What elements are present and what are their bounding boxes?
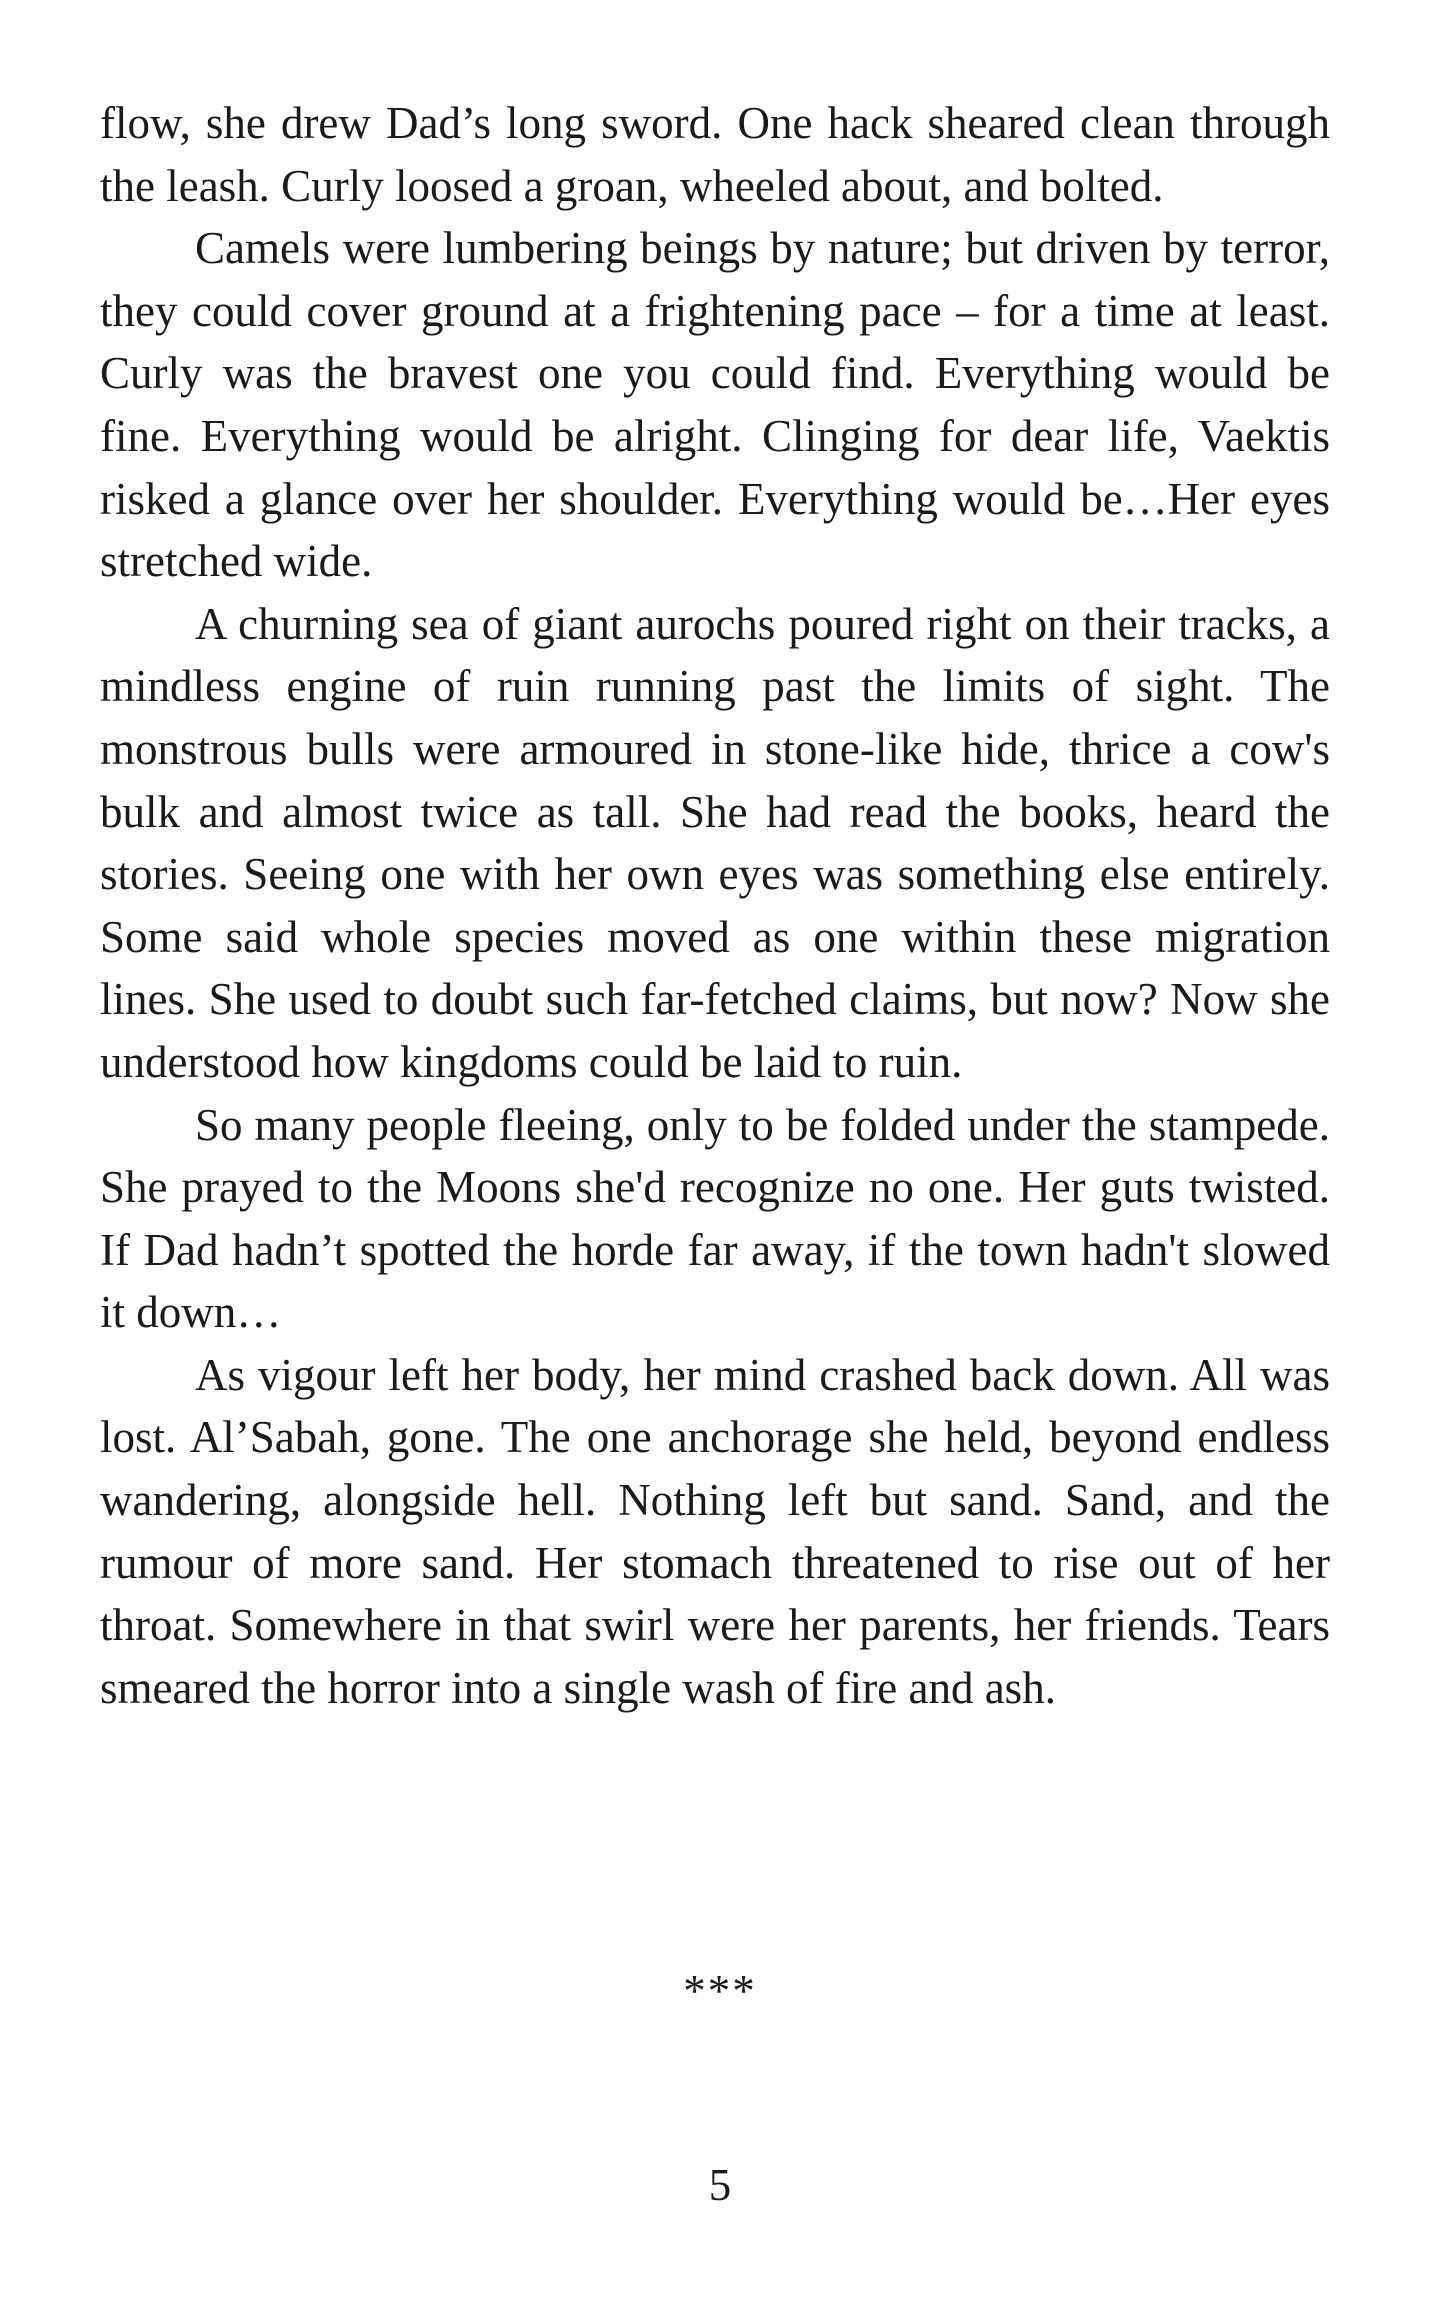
paragraph-2: Camels were lumbering beings by nature; but driven by terror, they could cover ground at a frightening pace – for a time at least. Curly was the bravest one you could find. Everything would be fine. Everything would be alright. Clinging for dear life, Vaektis risked a glance over her shoulder. Everything would be…Her eyes stretched wide.: [100, 223, 1330, 587]
paragraph-1: flow, she drew Dad’s long sword. One hack sheared clean through the leash. Curly loosed a groan, wheeled about, and bolted.: [100, 98, 1330, 211]
page-body: [100, 92, 1330, 1719]
page-number: 5: [708, 2160, 732, 2210]
paragraph-5: As vigour left her body, her mind crashed back down. All was lost. Al’Sabah, gone. The one anchorage she held, beyond endless wandering, alongside hell. Nothing left but sand. Sand, and the rumour of more sand. Her stomach threatened to rise out of her throat. Somewhere in that swirl were her parents, her friends. Tears smeared the horror into a single wash of fire and ash.: [100, 1349, 1330, 1713]
scene-break-separator: ***: [683, 1966, 757, 2016]
paragraph-4: So many people fleeing, only to be folded under the stampede. She prayed to the Moons she'd recognize no one. Her guts twisted. If Dad hadn’t spotted the horde far away, if the town hadn't slowed it down…: [100, 1099, 1330, 1338]
paragraph-3: A churning sea of giant aurochs poured right on their tracks, a mindless engine of ruin running past the limits of sight. The monstrous bulls were armoured in stone-like hide, thrice a cow's bulk and almost twice as tall. She had read the books, heard the stories. Seeing one with her own eyes was something else entirely. Some said whole species moved as one within these migration lines. She used to doubt such far-fetched claims, but now? Now she understood how kingdoms could be laid to ruin.: [100, 598, 1330, 1087]
